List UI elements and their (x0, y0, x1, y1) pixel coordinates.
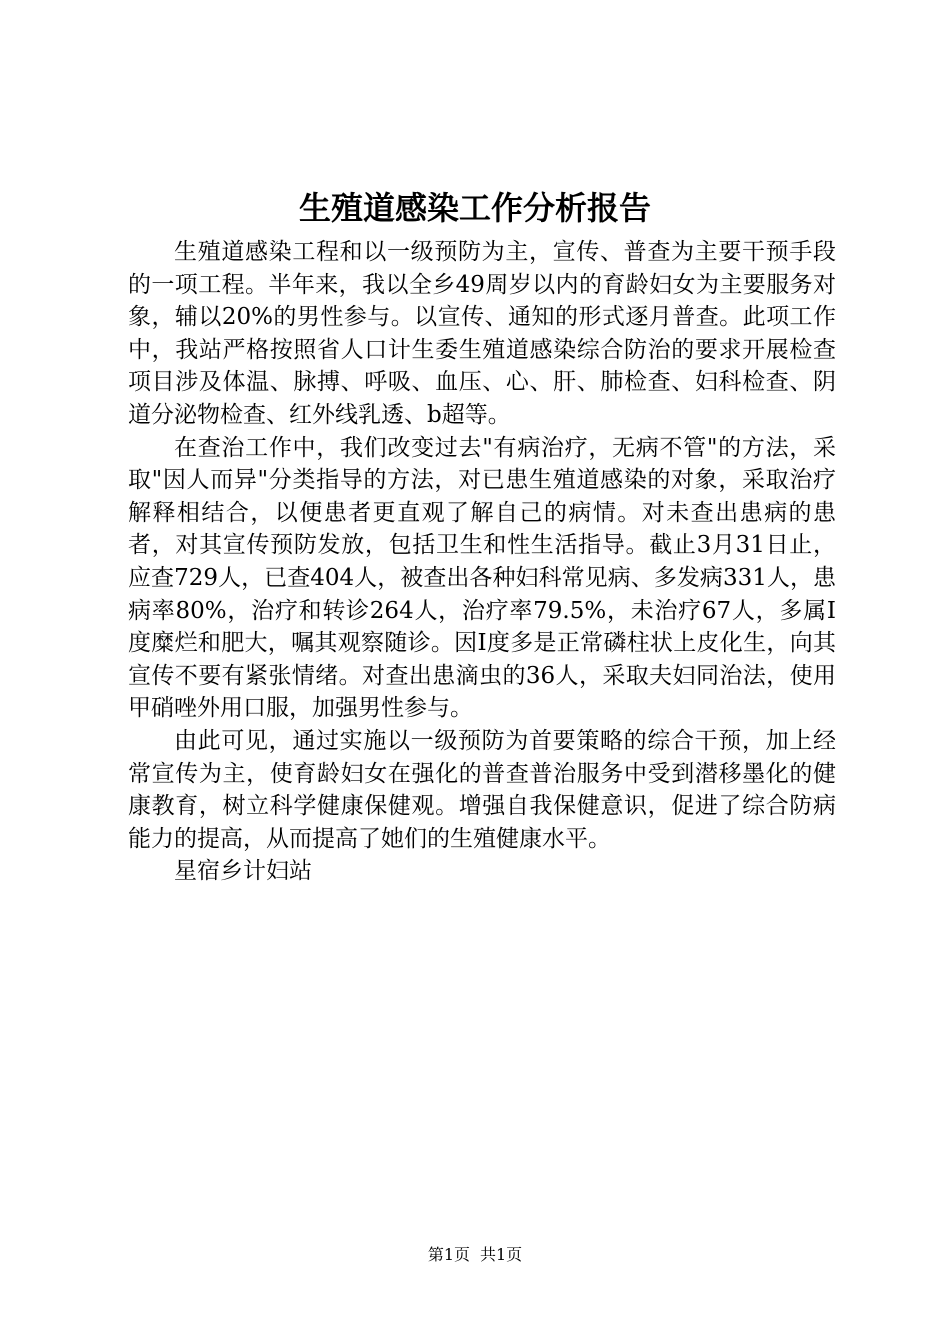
paragraph-intro: 生殖道感染工程和以一级预防为主，宣传、普查为主要干预手段的一项工程。半年来，我以全乡49周岁以内的育龄妇女为主要服务对象，辅以20%的男性参与。以宣传、通知的形式逐月普查。此项工作中，我站严格按照省人口计生委生殖道感染综合防治的要求开展检查项目涉及体温、脉搏、呼吸、血压、心、肝、肺检查、妇科检查、阴道分泌物检查、红外线乳透、b超等。 (128, 239, 836, 428)
page-number: 第1页 (427, 1245, 470, 1264)
signature: 星宿乡计妇站 (174, 858, 312, 885)
paragraph-conclusion: 由此可见，通过实施以一级预防为首要策略的综合干预，加上经常宣传为主，使育龄妇女在强化的普查普治服务中受到潜移墨化的健康教育，树立科学健康保健观。增强自我保健意识，促进了综合防病能力的提高，从而提高了她们的生殖健康水平。 (128, 727, 836, 852)
document-title: 生殖道感染工作分析报告 (298, 189, 651, 227)
paragraph-treatment: 在查治工作中，我们改变过去"有病治疗，无病不管"的方法，采取"因人而异"分类指导的方法，对已患生殖道感染的对象，采取治疗解释相结合，以便患者更直观了解自己的病情。对未查出患病的患者，对其宣传预防发放，包括卫生和性生活指导。截止3月31日止，应查729人，已查404人，被查出各种妇科常见病、多发病331人，患病率80%，治疗和转诊264人，治疗率79.5%，未治疗67人，多属Ⅰ度糜烂和肥大，嘱其观察随诊。因Ⅰ度多是正常磷柱状上皮化生，向其宣传不要有紧张情绪。对查出患滴虫的36人，采取夫妇同治法，使用甲硝唑外用口服，加强男性参与。 (128, 434, 836, 722)
page-total: 共1页 (480, 1245, 523, 1264)
document-body (128, 236, 836, 888)
page-footer (0, 1244, 950, 1266)
